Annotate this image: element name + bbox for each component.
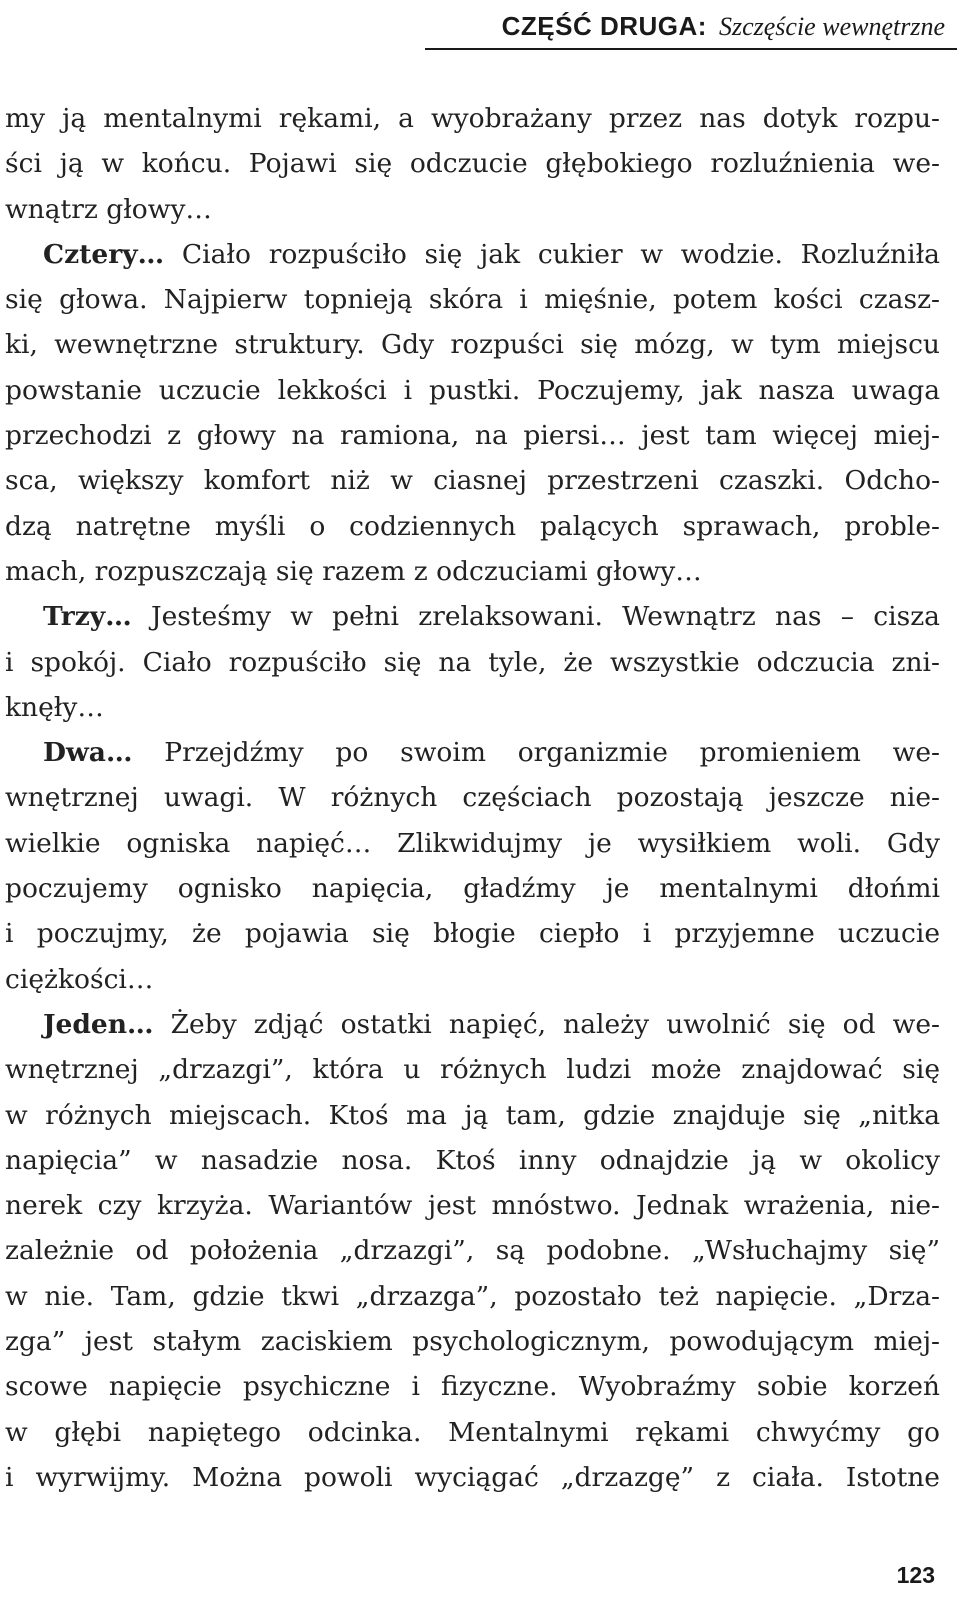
text-line: w różnych miejscach. Ktoś ma ją tam, gdzie znajduje się „nitka bbox=[5, 1099, 940, 1131]
countdown-jeden: Jeden… bbox=[43, 1008, 154, 1040]
text-line: w nie. Tam, gdzie tkwi „drzazga”, pozostało też napięcie. „Drza- bbox=[5, 1280, 940, 1312]
text-line: knęły… bbox=[5, 691, 104, 723]
countdown-trzy: Trzy… bbox=[43, 601, 132, 633]
running-header bbox=[425, 6, 945, 46]
text-line: wnątrz głowy… bbox=[5, 193, 212, 225]
text-line: wielkie ogniska napięć… Zlikwidujmy je wysiłkiem woli. Gdy bbox=[5, 827, 940, 859]
text-line: przechodzi z głowy na ramiona, na piersi… jest tam więcej miej- bbox=[5, 420, 940, 452]
text-line: w głębi napiętego odcinka. Mentalnymi rękami chwyćmy go bbox=[5, 1416, 940, 1448]
text-line: wnętrznej uwagi. W różnych częściach pozostają jeszcze nie- bbox=[5, 782, 940, 814]
text-line-content: Żeby zdjąć ostatki napięć, należy uwolnić się od we- bbox=[170, 1008, 940, 1040]
text-line bbox=[5, 1002, 940, 1047]
text-line: ści ją w końcu. Pojawi się odczucie głębokiego rozluźnienia we- bbox=[5, 148, 940, 180]
header-subtitle: Szczęście wewnętrzne bbox=[718, 12, 945, 41]
text-line: ciężkości… bbox=[5, 963, 154, 995]
text-line-content: Przejdźmy po swoim organizmie promieniem we- bbox=[164, 737, 940, 769]
text-line: i poczujmy, że pojawia się błogie ciepło i przyjemne uczucie bbox=[5, 918, 940, 950]
page-number: 123 bbox=[896, 1562, 935, 1588]
text-line: wnętrznej „drzazgi”, która u różnych ludzi może znajdować się bbox=[5, 1054, 940, 1086]
body-text bbox=[5, 96, 940, 1500]
text-line: i wyrwijmy. Można powoli wyciągać „drzazgę” z ciała. Istotne bbox=[5, 1461, 940, 1493]
text-line: mach, rozpuszczają się razem z odczuciami głowy… bbox=[5, 555, 702, 587]
text-line bbox=[5, 730, 940, 775]
header-part: CZĘŚĆ DRUGA: bbox=[501, 11, 707, 41]
text-line: powstanie uczucie lekkości i pustki. Poczujemy, jak nasza uwaga bbox=[5, 374, 940, 406]
text-line: i spokój. Ciało rozpuściło się na tyle, że wszystkie odczucia zni- bbox=[5, 646, 940, 678]
text-line: my ją mentalnymi rękami, a wyobrażany przez nas dotyk rozpu- bbox=[5, 103, 940, 134]
text-line: poczujemy ognisko napięcia, gładźmy je mentalnymi dłońmi bbox=[5, 873, 940, 905]
text-line: nerek czy krzyża. Wariantów jest mnóstwo. Jednak wrażenia, nie- bbox=[5, 1190, 940, 1222]
countdown-cztery: Cztery… bbox=[43, 238, 165, 270]
text-line bbox=[5, 594, 940, 639]
text-line-content: Jesteśmy w pełni zrelaksowani. Wewnątrz nas – cisza bbox=[150, 601, 940, 633]
text-line: napięcia” w nasadzie nosa. Ktoś inny odnajdzie ją w okolicy bbox=[5, 1144, 940, 1176]
text-line: ki, wewnętrzne struktury. Gdy rozpuści się mózg, w tym miejscu bbox=[5, 329, 940, 361]
text-line: zależnie od położenia „drzazgi”, są podobne. „Wsłuchajmy się” bbox=[5, 1235, 940, 1267]
text-line: dzą natrętne myśli o codziennych palących sprawach, proble- bbox=[5, 510, 940, 542]
text-line bbox=[5, 232, 940, 277]
text-line: sca, większy komfort niż w ciasnej przestrzeni czaszki. Odcho- bbox=[5, 465, 940, 497]
text-line-content: Ciało rozpuściło się jak cukier w wodzie. Rozluźniła bbox=[181, 238, 940, 270]
countdown-dwa: Dwa… bbox=[43, 737, 133, 769]
text-line: zga” jest stałym zaciskiem psychologicznym, powodującym miej- bbox=[5, 1326, 940, 1358]
header-rule bbox=[425, 48, 957, 50]
text-line: scowe napięcie psychiczne i fizyczne. Wyobraźmy sobie korzeń bbox=[5, 1371, 940, 1403]
text-line: się głowa. Najpierw topnieją skóra i mięśnie, potem kości czasz- bbox=[5, 284, 940, 316]
